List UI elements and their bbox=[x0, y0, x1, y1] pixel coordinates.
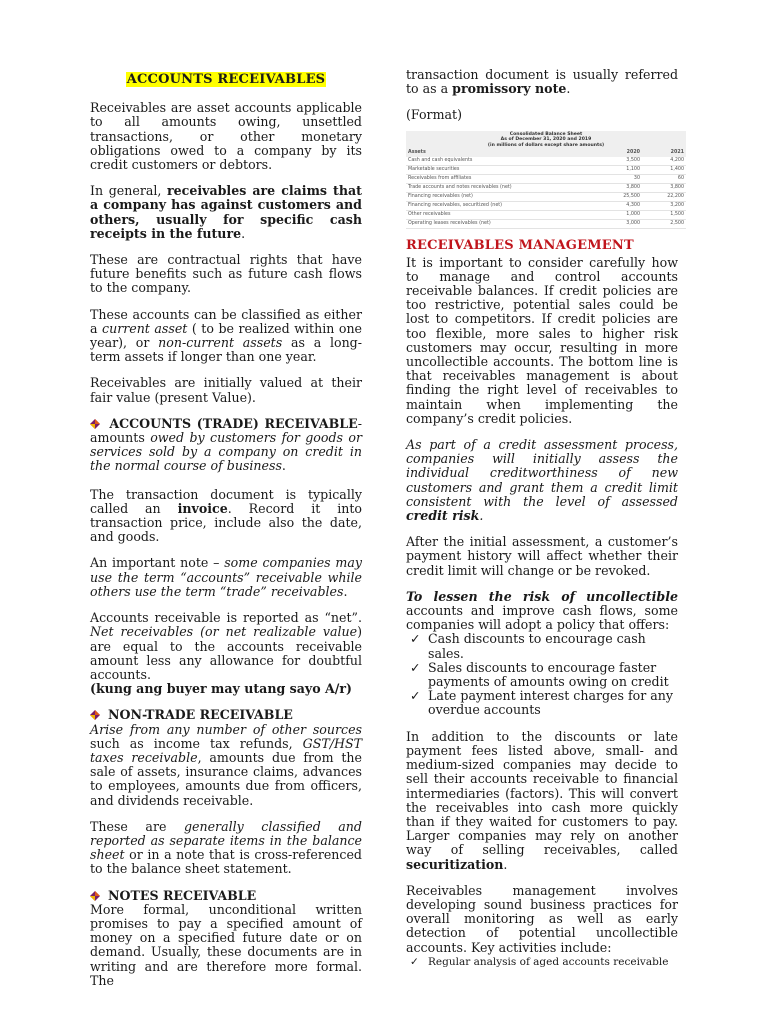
paragraph-valuation: Receivables are initially valued at their fair value (present Value). bbox=[90, 375, 362, 405]
table-row: Other receivables 1,000 1,500 bbox=[406, 211, 686, 220]
balance-sheet-table bbox=[406, 131, 686, 230]
section-title-notes: NOTES RECEIVABLE bbox=[108, 887, 257, 903]
table-row: Financing receivables, securitized (net) 4,300 3,200 bbox=[406, 202, 686, 211]
right-column bbox=[406, 67, 684, 981]
paragraph-promissory: transaction document is usually referred to as a promissory note. bbox=[406, 67, 678, 97]
paragraph-net: Accounts receivable is reported as “net”. Net receivables (or net realizable value) are equal to the accounts receivable amount less any allowance for doubtful accounts. (kung ang buyer may utang sayo A/r) bbox=[90, 610, 362, 697]
list-item: ✓ Late payment interest charges for any overdue accounts bbox=[410, 688, 673, 718]
policy-list bbox=[406, 632, 678, 717]
list-item: ✓ Sales discounts to encourage faster payments of amounts owing on credit bbox=[410, 659, 669, 690]
section-title-non-trade: NON-TRADE RECEIVABLE bbox=[108, 707, 293, 723]
list-item: ✓ Cash discounts to encourage cash sales. bbox=[410, 631, 646, 661]
table-row: Marketable securities 1,100 1,400 bbox=[406, 166, 686, 175]
table-header-row: Assets 2020 2021 bbox=[408, 150, 684, 156]
paragraph-lessen-risk: To lessen the risk of uncollectible accounts and improve cash flows, some companies will adopt a policy that offers: bbox=[406, 588, 678, 633]
format-label: (Format) bbox=[406, 107, 462, 123]
section-title-trade: ACCOUNTS (TRADE) RECEIVABLE bbox=[109, 415, 358, 431]
paragraph-factors: In addition to the discounts or late payment fees listed above, small- and medium-sized companies may decide to sell their accounts receivable to financial intermediaries (factors). This will convert the receivables into cash more quickly than if they waited for customers to pay. Larger companies may rely on another way of selling receivables, called securitization. bbox=[406, 728, 678, 872]
check-icon: ✓ bbox=[410, 631, 421, 647]
paragraph-payment-history: After the initial assessment, a customer’s payment history will affect whether their credit limit will change or be revoked. bbox=[406, 534, 678, 578]
paragraph-invoice: The transaction document is typically called an invoice. Record it into transaction price, include also the date, and goods. bbox=[90, 486, 362, 545]
section-trade-receivable: ACCOUNTS (TRADE) RECEIVABLE- amounts owed by customers for goods or services sold by a company on credit in the normal course of business. bbox=[90, 415, 362, 474]
table-row: Financing receivables (net) 25,500 22,200 bbox=[406, 193, 686, 202]
section-non-trade: NON-TRADE RECEIVABLE Arise from any number of other sources such as income tax refunds, GST/HST taxes receivable, amounts due from the sale of assets, insurance claims, advances to employees, amounts due from officers, and dividends receivable. bbox=[90, 707, 362, 808]
activities-list bbox=[406, 955, 678, 969]
left-column bbox=[90, 68, 362, 1000]
check-icon: ✓ bbox=[410, 955, 419, 968]
section-title-management: RECEIVABLES MANAGEMENT bbox=[406, 238, 634, 254]
diamond-arrow-icon bbox=[90, 418, 104, 432]
table-row: Receivables from affiliates 30 60 bbox=[406, 175, 686, 184]
table-title: Consolidated Balance Sheet As of December 31, 2020 and 2019 (in millions of dollars except share amounts) bbox=[406, 131, 686, 150]
paragraph-classified: These are generally classified and reported as separate items in the balance sheet or in a note that is cross-referenced to the balance sheet statement. bbox=[90, 818, 362, 877]
tagalog-note: (kung ang buyer may utang sayo A/r) bbox=[90, 681, 352, 697]
section-notes-receivable: NOTES RECEIVABLE More formal, unconditional written promises to pay a specified amount of money on a specified future date or on demand. Usually, these documents are in writing and are therefore more formal. The bbox=[90, 887, 362, 988]
paragraph-management: It is important to consider carefully how to manage and control accounts receivable balances. If credit policies are too restrictive, potential sales could be lost to competitors. If credit policies are too flexible, more sales to higher risk customers may occur, resulting in more uncollectible accounts. The bottom line is that receivables management is about finding the right level of receivables to maintain when implementing the company’s credit policies. bbox=[406, 254, 678, 426]
title-wrap bbox=[90, 72, 362, 87]
paragraph-important-note: An important note – some companies may use the term “accounts” receivable while others use the term “trade” receivables. bbox=[90, 555, 362, 599]
paragraph-classification: These accounts can be classified as either a current asset ( to be realized within one year), or non-current assets as a long-term assets if longer than one year. bbox=[90, 306, 363, 365]
table-row: Operating leases receivables (net) 3,000 2,500 bbox=[406, 220, 686, 229]
table-row: Trade accounts and notes receivables (net) 3,800 3,800 bbox=[406, 184, 686, 193]
diamond-arrow-icon bbox=[90, 709, 104, 723]
check-icon: ✓ bbox=[410, 688, 421, 704]
diamond-arrow-icon bbox=[90, 890, 104, 904]
balance-sheet bbox=[406, 149, 686, 229]
check-icon: ✓ bbox=[410, 659, 421, 675]
table-row: Cash and cash equivalents 3,500 4,200 bbox=[406, 157, 686, 166]
paragraph-definition: Receivables are asset accounts applicable to all amounts owing, unsettled transactions, or other monetary obligations owed to a company by its credit customers or debtors. bbox=[90, 100, 362, 173]
page-title: ACCOUNTS RECEIVABLES bbox=[126, 72, 326, 87]
list-item: ✓ Regular analysis of aged accounts receivable bbox=[410, 955, 669, 968]
paragraph-claims: In general, receivables are claims that a company has against customers and others, usually for specific cash receipts in the future. bbox=[90, 183, 362, 241]
paragraph-credit-assessment: As part of a credit assessment process, companies will initially assess the individual creditworthiness of new customers and grant them a credit limit consistent with the level of assessed credit risk. bbox=[406, 437, 678, 524]
paragraph-rights: These are contractual rights that have future benefits such as future cash flows to the company. bbox=[90, 252, 362, 296]
paragraph-key-activities: Receivables management involves developing sound business practices for overall monitoring as well as early detection of potential uncollectible accounts. Key activities include: bbox=[406, 882, 678, 955]
